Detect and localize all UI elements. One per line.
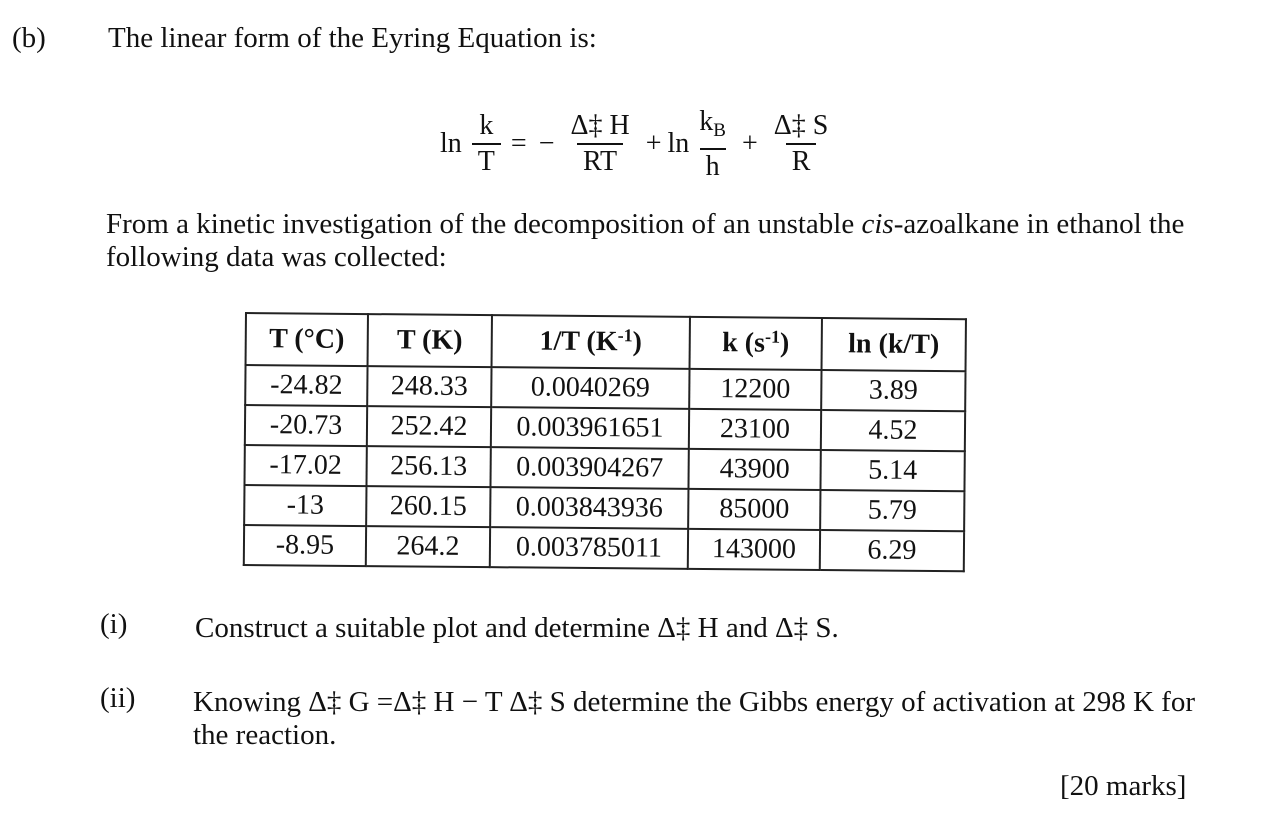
header-t-kelvin: T (K) <box>368 314 492 367</box>
cell-inverse-t: 0.0040269 <box>491 367 689 409</box>
investigation-paragraph <box>106 208 1226 274</box>
para-italic: cis <box>861 208 894 240</box>
cell-rate-constant: 12200 <box>689 369 821 410</box>
eq-t1-num: Δ‡ H <box>570 110 630 141</box>
header-t-celsius: T (°C) <box>246 313 368 366</box>
cell-rate-constant: 85000 <box>688 489 820 530</box>
eq-t3-num: Δ‡ S <box>773 110 829 141</box>
table-row <box>245 405 965 451</box>
data-table <box>243 312 967 572</box>
eq-t2-num-main: k <box>699 105 714 137</box>
eq-kb-fraction <box>693 107 732 182</box>
part-label: (b) <box>12 22 46 54</box>
eq-equals: = <box>510 128 527 159</box>
para-before: From a kinetic investigation of the decomposition of an unstable <box>106 208 862 240</box>
cell-inverse-t: 0.003785011 <box>490 527 688 569</box>
eq-lhs-den: T <box>472 143 501 177</box>
cell-rate-constant: 43900 <box>688 449 820 490</box>
eq-t1-den: RT <box>577 143 623 177</box>
cell-t-celsius: -20.73 <box>245 405 367 446</box>
cell-t-celsius: -17.02 <box>244 445 366 486</box>
eq-plus-1: + <box>645 128 662 159</box>
header-inv-main: 1/T (K <box>539 325 618 358</box>
cell-inverse-t: 0.003961651 <box>491 407 689 449</box>
cell-ln-k-over-t: 6.29 <box>820 530 964 571</box>
eq-enthalpy-fraction <box>564 111 635 177</box>
question-1-number: (i) <box>100 608 128 640</box>
header-inv-end: ) <box>632 326 643 358</box>
cell-t-kelvin: 248.33 <box>367 366 491 407</box>
eq-lhs-fraction <box>472 111 501 177</box>
cell-rate-constant: 143000 <box>688 529 820 570</box>
eq-t2-num-sub: B <box>713 119 726 141</box>
header-inverse-t <box>492 315 690 369</box>
cell-t-celsius: -24.82 <box>245 365 367 406</box>
header-rate-constant <box>690 317 822 370</box>
question-2-text: Knowing Δ‡ G =Δ‡ H − T Δ‡ S determine the Gibbs energy of activation at 298 K for the reaction. <box>193 686 1196 751</box>
cell-rate-constant: 23100 <box>689 409 821 450</box>
eq-plus-2: + <box>741 128 758 159</box>
header-ln-k-over-t: ln (k/T) <box>822 318 966 371</box>
question-1-text: Construct a suitable plot and determine Δ‡ H and Δ‡ S. <box>195 612 839 644</box>
eq-lhs-num: k <box>479 110 494 141</box>
cell-t-kelvin: 252.42 <box>367 406 491 447</box>
marks-label: [20 marks] <box>1060 770 1187 802</box>
table-row <box>244 525 964 571</box>
table-row <box>244 485 964 531</box>
cell-inverse-t: 0.003843936 <box>490 487 688 529</box>
table-row <box>245 365 965 411</box>
cell-ln-k-over-t: 5.79 <box>820 490 964 531</box>
table-row <box>244 445 964 491</box>
table-header-row <box>246 313 966 371</box>
para-after: -azoalkane in ethanol the following data was collected: <box>106 208 1185 273</box>
eq-minus: − <box>538 128 555 159</box>
header-k-end: ) <box>779 327 790 359</box>
cell-t-celsius: -13 <box>244 485 366 526</box>
question-2-number: (ii) <box>100 682 136 714</box>
eq-t2-num <box>693 107 732 148</box>
eq-ln-2: ln <box>667 128 690 159</box>
cell-ln-k-over-t: 5.14 <box>820 450 964 491</box>
cell-t-kelvin: 256.13 <box>366 446 490 487</box>
cell-inverse-t: 0.003904267 <box>490 447 688 489</box>
header-inv-sup: -1 <box>617 325 633 346</box>
header-k-main: k (s <box>722 327 766 359</box>
cell-t-kelvin: 264.2 <box>366 526 490 567</box>
eq-ln: ln <box>440 128 462 159</box>
intro-text: The linear form of the Eyring Equation is: <box>108 22 597 54</box>
cell-ln-k-over-t: 3.89 <box>821 370 965 411</box>
cell-ln-k-over-t: 4.52 <box>821 410 965 451</box>
cell-t-kelvin: 260.15 <box>366 486 490 527</box>
eq-t3-den: R <box>786 143 817 177</box>
eyring-equation <box>440 104 838 184</box>
header-k-sup: -1 <box>764 326 781 347</box>
eq-t2-den: h <box>700 148 726 182</box>
eq-entropy-fraction <box>768 111 835 177</box>
cell-t-celsius: -8.95 <box>244 525 366 566</box>
